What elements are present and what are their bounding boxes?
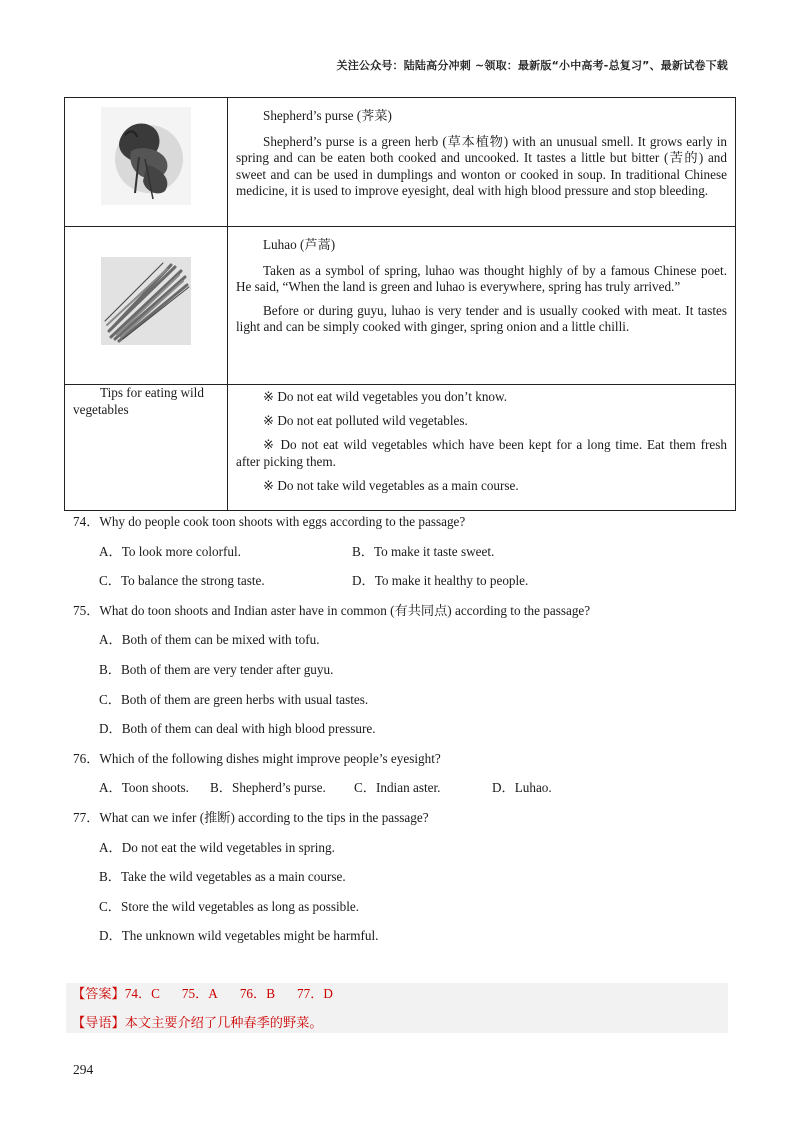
option-row (73, 543, 733, 573)
option: C．Indian aster. (354, 780, 441, 796)
option: B．Shepherd’s purse. (210, 780, 326, 796)
tips-label-cell (65, 385, 228, 511)
header-note: 关注公众号：陆陆高分冲刺 ~领取：最新版“小中高考-总复习”、最新试卷下载 (336, 59, 728, 72)
guide-text: 本文主要介绍了几种春季的野菜。 (124, 1015, 323, 1030)
tips-list (228, 385, 736, 511)
tip-item: ※ Do not take wild vegetables as a main course. (263, 477, 519, 493)
image-cell (65, 98, 228, 227)
answer-item: 75．A (181, 986, 218, 1001)
tip-item: ※ Do not eat wild vegetables which have been kept for a long time. Eat them fresh after picking them. (236, 437, 727, 469)
page-number: 294 (73, 1062, 94, 1077)
shepherds-purse-description (228, 98, 736, 227)
table-row (65, 98, 736, 227)
vegetable-paragraph: Taken as a symbol of spring, luhao was thought highly of by a famous Chinese poet. He said, “When the land is green and luhao is everywhere, spring has truly arrived.” (236, 262, 727, 294)
answer-line (72, 985, 355, 1003)
question-stem: 75．What do toon shoots and Indian aster have in common (有共同点) according to the passage? (73, 602, 591, 618)
question-stem: 76．Which of the following dishes might improve people’s eyesight? (73, 750, 441, 766)
table-row (65, 385, 736, 511)
luhao-description (228, 227, 736, 385)
questions (73, 513, 733, 957)
vegetable-title: Shepherd’s purse (荠菜) (263, 108, 392, 123)
question-stem: 74．Why do people cook toon shoots with eggs according to the passage? (73, 514, 466, 529)
option-row (73, 572, 733, 602)
option: C．Store the wild vegetables as long as possible. (99, 898, 360, 914)
option: B．Take the wild vegetables as a main course. (99, 869, 346, 885)
option: D．Luhao. (492, 780, 552, 796)
answer-item: 76．B (239, 986, 275, 1001)
option: D．To make it healthy to people. (352, 573, 529, 589)
guide-line (72, 1014, 323, 1032)
answer-item: 77．D (297, 986, 333, 1001)
shepherds-purse-photo (101, 107, 191, 205)
option: D．The unknown wild vegetables might be harmful. (99, 928, 379, 944)
question-stem: 77．What can we infer (推断) according to the tips in the passage? (73, 809, 429, 825)
answer-item: 74．C (124, 986, 160, 1001)
answer-box (66, 983, 728, 1033)
option: B．To make it taste sweet. (352, 543, 495, 559)
tip-item: ※ Do not eat wild vegetables you don’t know. (263, 389, 507, 404)
luhao-photo (101, 257, 191, 345)
guide-label: 【导语】 (72, 1015, 125, 1030)
option: A．Toon shoots. (99, 780, 189, 796)
answer-label: 【答案】 (72, 986, 125, 1001)
wild-vegetables-table (64, 97, 736, 511)
image-cell (65, 227, 228, 385)
table-row (65, 227, 736, 385)
option: C．Both of them are green herbs with usual tastes. (99, 691, 369, 707)
option: A．Do not eat the wild vegetables in spring. (99, 839, 335, 855)
vegetable-paragraph: Shepherd’s purse is a green herb (草本植物) with an unusual smell. It grows early in spring and can be eaten both cooked and uncooked. It tastes a little but bitter (苦的) and sweet and can be used in dumplings and wonton or cooked in soup. In traditional Chinese medicine, it is used to improve eyesight, deal with high blood pressure and stop bleeding. (236, 133, 727, 198)
tip-item: ※ Do not eat polluted wild vegetables. (263, 413, 468, 428)
vegetable-title: Luhao (芦蒿) (263, 237, 336, 252)
option-row (73, 779, 733, 809)
option: D．Both of them can deal with high blood pressure. (99, 721, 376, 737)
option: A．Both of them can be mixed with tofu. (99, 632, 320, 648)
option: A．To look more colorful. (99, 543, 241, 559)
vegetable-paragraph: Before or during guyu, luhao is very tender and is usually cooked with meat. It tastes light and can be simply cooked with ginger, spring onion and a little chilli. (236, 302, 727, 334)
option: C．To balance the strong taste. (99, 573, 265, 589)
option: B．Both of them are very tender after guyu. (99, 661, 334, 677)
tips-label: Tips for eating wild vegetables (73, 385, 204, 417)
